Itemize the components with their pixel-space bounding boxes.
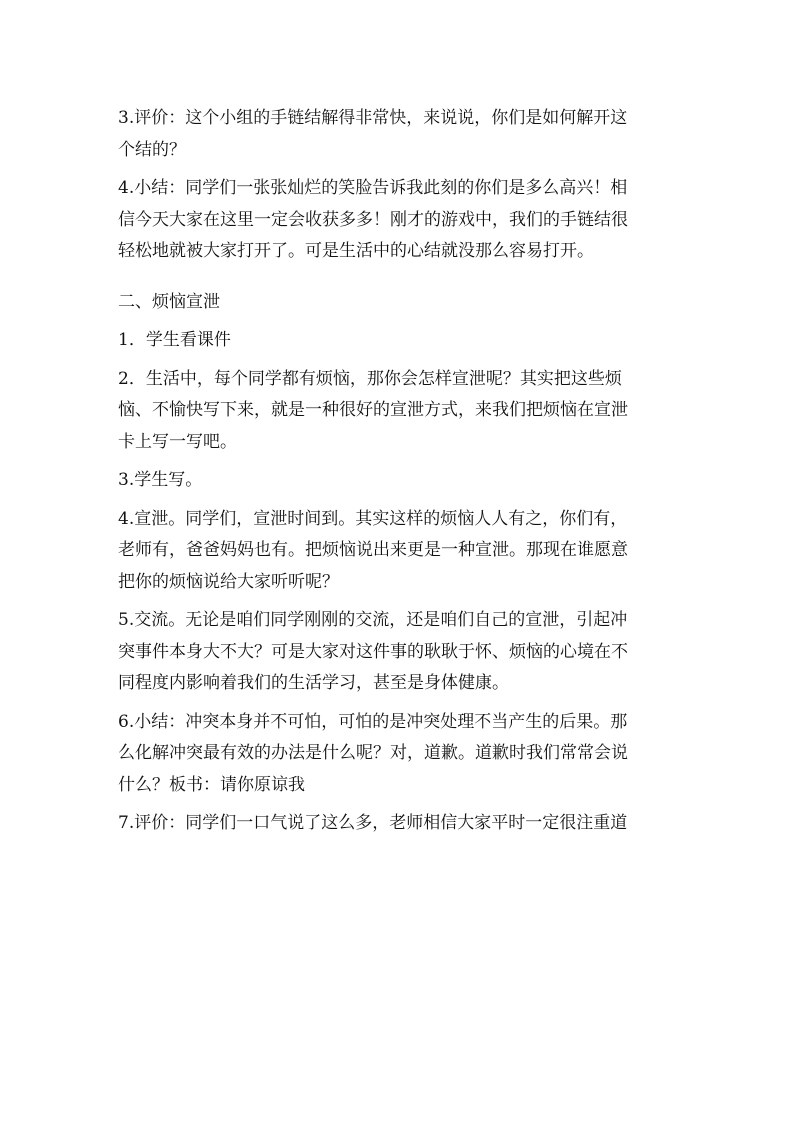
text-line: 2．生活中，每个同学都有烦恼，那你会怎样宣泄呢？其实把这些烦 bbox=[118, 368, 622, 389]
text-line: 7.评价：同学们一口气说了这么多，老师相信大家平时一定很注重道 bbox=[118, 813, 628, 833]
text-line: 什么？板书：请你原谅我 bbox=[118, 774, 305, 795]
text-line: 恼、不愉快写下来，就是一种很好的宣泄方式，来我们把烦恼在宣泄 bbox=[118, 400, 628, 420]
text-line: 4.宣泄。同学们，宣泄时间到。其实这样的烦恼人人有之，你们有， bbox=[118, 508, 628, 529]
section-spacer bbox=[118, 268, 684, 287]
text-line: 卡上写一写吧。 bbox=[118, 431, 237, 452]
text-line: 5.交流。无论是咱们同学刚刚的交流，还是咱们自己的宣泄，引起冲 bbox=[118, 610, 628, 630]
paragraph-evaluation-3 bbox=[118, 103, 684, 166]
paragraph-item-2 bbox=[118, 364, 684, 459]
document-page bbox=[118, 103, 684, 840]
section-heading bbox=[118, 287, 684, 319]
paragraph-summary-4 bbox=[118, 173, 684, 268]
text-line: 老师有，爸爸妈妈也有。把烦恼说出来更是一种宣泄。那现在谁愿意 bbox=[118, 540, 628, 560]
text-line: 同程度内影响着我们的生活学习，甚至是身体健康。 bbox=[118, 673, 509, 693]
paragraph-item-6 bbox=[118, 707, 684, 802]
paragraph-item-4 bbox=[118, 504, 684, 599]
text-line: 个结的？ bbox=[118, 139, 186, 160]
text-line: 突事件本身大不大？可是大家对这件事的耿耿于怀、烦恼的心境在不 bbox=[118, 641, 628, 662]
section-heading-text: 二、烦恼宣泄 bbox=[118, 291, 220, 312]
paragraph-item-5 bbox=[118, 605, 684, 700]
paragraph-item-3 bbox=[118, 465, 684, 497]
text-line: 把你的烦恼说给大家听听呢？ bbox=[118, 571, 339, 592]
paragraph-item-7 bbox=[118, 808, 684, 840]
text-line: 4.小结：同学们一张张灿烂的笑脸告诉我此刻的你们是多么高兴！相 bbox=[118, 178, 628, 198]
text-line: 6.小结：冲突本身并不可怕，可怕的是冲突处理不当产生的后果。那 bbox=[118, 711, 628, 732]
text-line: 轻松地就被大家打开了。可是生活中的心结就没那么容易打开。 bbox=[118, 241, 594, 261]
text-line: 3.评价：这个小组的手链结解得非常快，来说说，你们是如何解开这 bbox=[118, 108, 628, 128]
paragraph-item-1 bbox=[118, 325, 684, 357]
text-line: 么化解冲突最有效的办法是什么呢？对，道歉。道歉时我们常常会说 bbox=[118, 743, 628, 763]
text-line: 1．学生看课件 bbox=[118, 330, 231, 350]
text-line: 信今天大家在这里一定会收获多多！刚才的游戏中，我们的手链结很 bbox=[118, 209, 628, 230]
text-line: 3.学生写。 bbox=[118, 470, 203, 490]
